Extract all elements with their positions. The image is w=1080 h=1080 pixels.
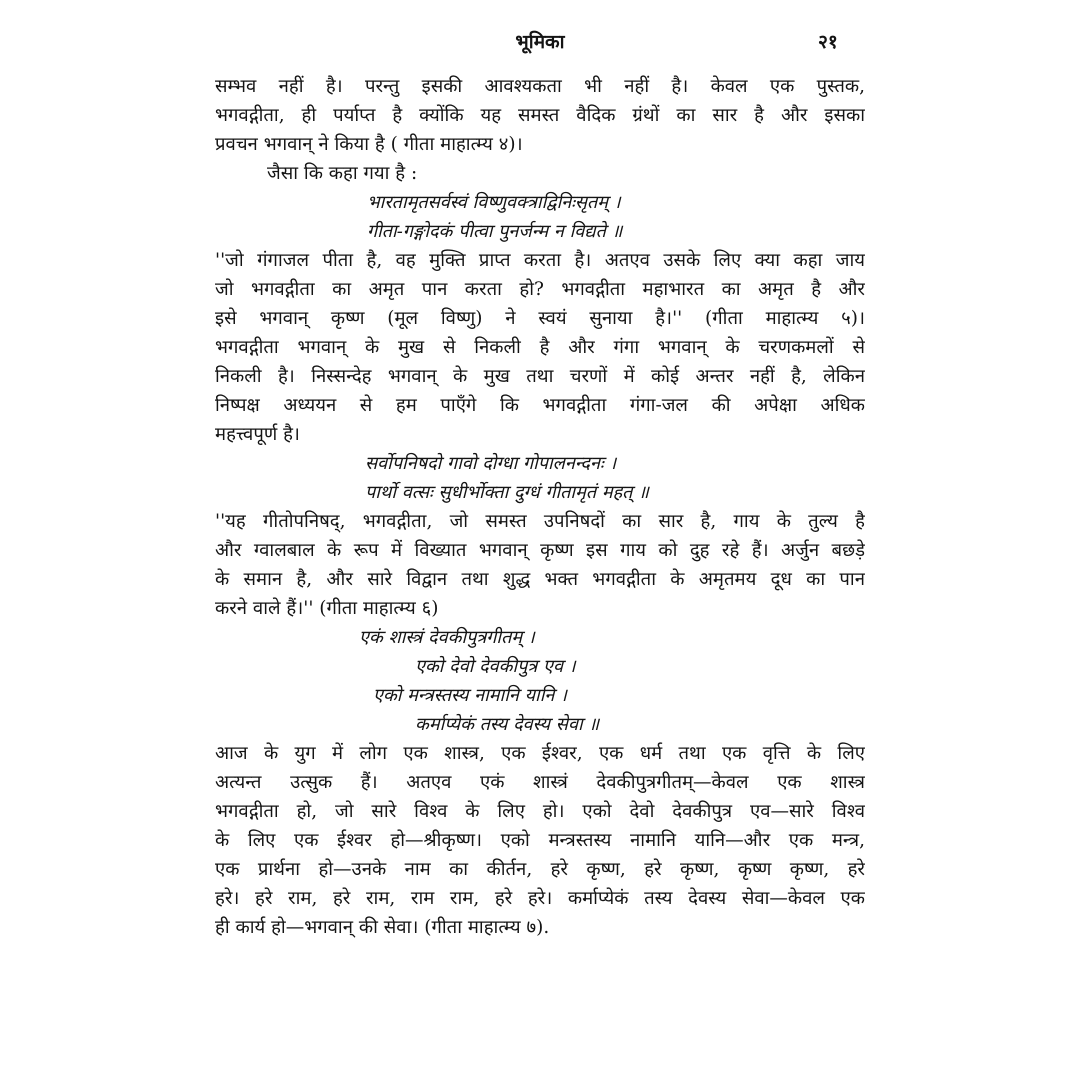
text-line: प्रवचन भगवान् ने किया है ( गीता माहात्म्य ४)। <box>215 134 523 155</box>
verse-line: भारतामृतसर्वस्वं विष्णुवक्त्राद्विनिःसृतम् । <box>367 192 621 213</box>
text-line: महत्त्वपूर्ण है। <box>215 424 300 445</box>
paragraph-3 <box>215 246 865 449</box>
text-line: और ग्वालबाल के रूप में विख्यात भगवान् कृष्ण इस गाय को दुह रहे हैं। अर्जुन बछड़े <box>215 540 865 561</box>
paragraph-2: जैसा कि कहा गया है : <box>267 163 418 184</box>
text-line: के समान है, और सारे विद्वान तथा शुद्ध भक्त भगवद्गीता के अमृतमय दूध का पान <box>215 569 865 590</box>
text-line: जो भगवद्गीता का अमृत पान करता हो? भगवद्गीता महाभारत का अमृत है और <box>215 279 865 300</box>
text-line: ही कार्य हो—भगवान् की सेवा। (गीता माहात्म्य ७). <box>215 917 550 938</box>
text-line: सम्भव नहीं है। परन्तु इसकी आवश्यकता भी नहीं है। केवल एक पुस्तक, <box>215 76 865 97</box>
page-body <box>215 72 865 942</box>
text-line: भगवद्गीता हो, जो सारे विश्व के लिए हो। एको देवो देवकीपुत्र एव—सारे विश्व <box>215 801 865 822</box>
text-line: अत्यन्त उत्सुक हैं। अतएव एकं शास्त्रं देवकीपुत्रगीतम्—केवल एक शास्त्र <box>215 772 865 793</box>
verse-line: गीता-गङ्गोदकं पीत्वा पुनर्जन्म न विद्यते ॥ <box>367 221 623 242</box>
text-line: भगवद्गीता भगवान् के मुख से निकली है और गंगा भगवान् के चरणकमलों से <box>215 337 865 358</box>
text-line: ''जो गंगाजल पीता है, वह मुक्ति प्राप्त करता है। अतएव उसके लिए क्या कहा जाय <box>215 250 865 271</box>
text-line: करने वाले हैं।'' (गीता माहात्म्य ६) <box>215 598 439 619</box>
verse-line: एको देवो देवकीपुत्र एव । <box>415 656 576 677</box>
page-number: २१ <box>818 31 838 53</box>
text-line: ''यह गीतोपनिषद्, भगवद्गीता, जो समस्त उपनिषदों का सार है, गाय के तुल्य है <box>215 511 865 532</box>
text-line: भगवद्गीता, ही पर्याप्त है क्योंकि यह समस्त वैदिक ग्रंथों का सार है और इसका <box>215 105 865 126</box>
verse-line: एको मन्त्रस्तस्य नामानि यानि । <box>373 685 567 706</box>
paragraph-4 <box>215 507 865 623</box>
verse-line: एकं शास्त्रं देवकीपुत्रगीतम् । <box>359 627 535 648</box>
paragraph-5 <box>215 739 865 942</box>
text-line: एक प्रार्थना हो—उनके नाम का कीर्तन, हरे कृष्ण, हरे कृष्ण, कृष्ण कृष्ण, हरे <box>215 859 865 880</box>
verse-line: सर्वोपनिषदो गावो दोग्धा गोपालनन्दनः । <box>365 453 617 474</box>
text-line: हरे। हरे राम, हरे राम, राम राम, हरे हरे। कर्माप्येकं तस्य देवस्य सेवा—केवल एक <box>215 888 865 909</box>
text-line: इसे भगवान् कृष्ण (मूल विष्णु) ने स्वयं सुनाया है।'' (गीता माहात्म्य ५)। <box>215 308 865 329</box>
running-header: भूमिका <box>515 31 565 53</box>
text-line: निष्पक्ष अध्ययन से हम पाएँगे कि भगवद्गीता गंगा-जल की अपेक्षा अधिक <box>215 395 865 416</box>
text-line: निकली है। निस्सन्देह भगवान् के मुख तथा चरणों में कोई अन्तर नहीं है, लेकिन <box>215 366 865 387</box>
verse-line: कर्माप्येकं तस्य देवस्य सेवा ॥ <box>415 714 600 735</box>
verse-line: पार्थो वत्सः सुधीर्भोक्ता दुग्धं गीतामृतं महत् ॥ <box>365 482 649 503</box>
text-line: के लिए एक ईश्वर हो—श्रीकृष्ण। एको मन्त्रस्तस्य नामानि यानि—और एक मन्त्र, <box>215 830 865 851</box>
paragraph-1 <box>215 72 865 159</box>
text-line: आज के युग में लोग एक शास्त्र, एक ईश्वर, एक धर्म तथा एक वृत्ति के लिए <box>215 743 865 764</box>
